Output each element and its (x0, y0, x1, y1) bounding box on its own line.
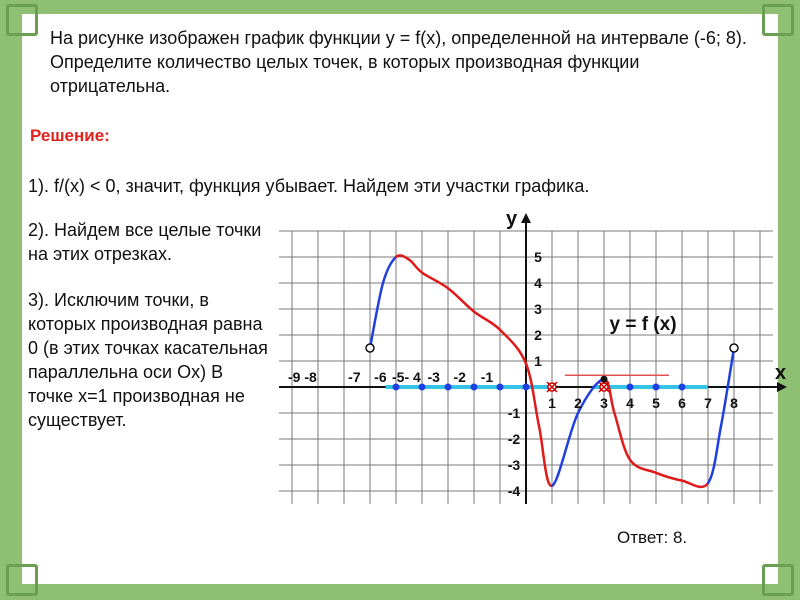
open-endpoint (730, 344, 738, 352)
x-tick-label: -2 (453, 369, 466, 385)
extremum-point (601, 376, 608, 383)
x-tick-label: 6 (678, 395, 686, 411)
integer-point-marker (653, 384, 660, 391)
y-tick-label: 4 (534, 275, 542, 291)
x-tick-label: 5 (652, 395, 660, 411)
y-tick-label: -4 (507, 483, 521, 499)
integer-point-marker (523, 384, 530, 391)
x-tick-label: 3 (600, 395, 608, 411)
x-tick-label: 4 (626, 395, 634, 411)
answer-text: Ответ: 8. (617, 528, 688, 547)
curve-segment (474, 312, 500, 330)
integer-point-marker (471, 384, 478, 391)
y-axis-label: y (506, 208, 518, 230)
solution-title: Решение: (30, 126, 110, 145)
y-tick-label: 2 (534, 327, 542, 343)
integer-point-marker (679, 384, 686, 391)
solution-step-2: 2). Найдем все целые точки на этих отрезках. (28, 220, 262, 264)
x-tick-label: -6 (374, 369, 387, 385)
x-tick-label: -9 -8 (288, 369, 317, 385)
y-tick-label: 5 (534, 249, 542, 265)
task-text: На рисунке изображен график функции y = f(x), определенной на интервале (-6; 8). Определите количество целых точек, в которых производная функции отрицательна. (50, 28, 747, 96)
y-tick-label: 1 (534, 353, 542, 369)
x-tick-label: 7 (704, 395, 712, 411)
open-endpoint (366, 344, 374, 352)
y-tick-label: -1 (507, 405, 521, 421)
x-tick-label: 8 (730, 395, 738, 411)
curve-segment (656, 473, 682, 481)
y-tick-label: 3 (534, 301, 542, 317)
curve-segment (614, 413, 630, 460)
y-axis-arrow (521, 213, 531, 223)
curve-segment (409, 260, 422, 273)
curve-segment (422, 273, 448, 289)
integer-point-marker (627, 384, 634, 391)
x-tick-label: -1 (480, 369, 494, 385)
curve-segment (383, 257, 396, 283)
x-tick-label: -5- 4 (392, 369, 421, 385)
y-tick-label: -2 (507, 431, 521, 447)
curve-segment (370, 283, 383, 348)
x-tick-label: 2 (574, 395, 582, 411)
integer-point-marker (445, 384, 452, 391)
function-label: y = f (x) (609, 313, 677, 335)
curve-segment (708, 426, 721, 483)
x-tick-label: -7 (348, 369, 361, 385)
y-tick-label: -3 (507, 457, 521, 473)
curve-segment (682, 481, 708, 487)
curve-segment (539, 426, 552, 486)
x-tick-label: -3 (427, 369, 440, 385)
curve-segment (448, 288, 474, 311)
curve-segment (526, 364, 539, 426)
curve-segment (552, 413, 578, 486)
curve-segment (630, 460, 656, 473)
solution-step-1: 1). f/(x) < 0, значит, функция убывает. Найдем эти участки графика. (28, 176, 590, 196)
x-axis-label: x (775, 362, 787, 384)
axis-labels (288, 208, 786, 499)
solution-step-3: 3). Исключим точки, в которых производная равна 0 (в этих точках касательная параллельна оси Ox) В точке x=1 производная не существует. (28, 290, 268, 430)
integer-point-marker (497, 384, 504, 391)
x-tick-label: 1 (548, 395, 556, 411)
